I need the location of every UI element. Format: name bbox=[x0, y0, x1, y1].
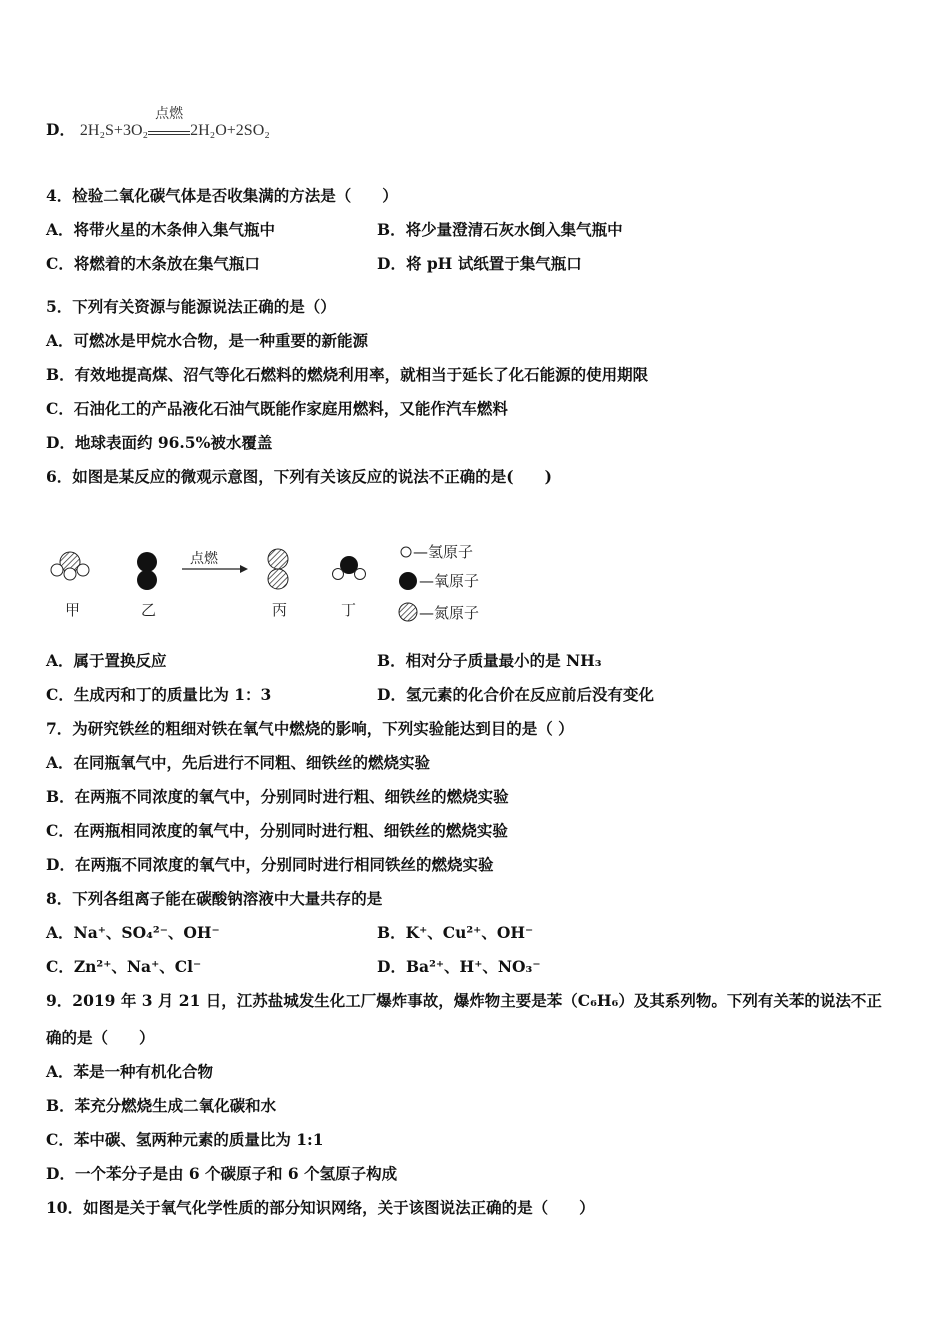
hydrogen-atom-icon bbox=[401, 547, 411, 557]
q9-option-d: D．一个苯分子是由 6 个碳原子和 6 个氢原子构成 bbox=[46, 1164, 398, 1183]
q4-option-c: C．将燃着的木条放在集气瓶口 bbox=[46, 254, 260, 273]
q4-stem: 4．检验二氧化碳气体是否收集满的方法是（ ） bbox=[46, 186, 398, 205]
reaction-condition bbox=[148, 106, 190, 135]
q9-stem-line2: 确的是（ ） bbox=[46, 1028, 155, 1047]
label-jia: 甲 bbox=[65, 601, 81, 619]
q9-option-b: B．苯充分燃烧生成二氧化碳和水 bbox=[46, 1096, 277, 1115]
nitrogen-atom-icon bbox=[399, 603, 417, 621]
q7-option-d: D．在两瓶不同浓度的氧气中，分别同时进行相同铁丝的燃烧实验 bbox=[46, 855, 494, 874]
q5-option-b: B．有效地提高煤、沼气等化石燃料的燃烧利用率，就相当于延长了化石能源的使用期限 bbox=[46, 365, 649, 384]
q8-option-a: A．Na⁺、SO₄²⁻、OH⁻ bbox=[46, 923, 220, 942]
q7-option-a: A．在同瓶氧气中，先后进行不同粗、细铁丝的燃烧实验 bbox=[46, 753, 431, 772]
label-bing: 丙 bbox=[272, 601, 288, 619]
q6-option-a: A．属于置换反应 bbox=[46, 651, 167, 670]
q4-option-d: D．将 pH 试纸置于集气瓶口 bbox=[377, 254, 582, 273]
q7-stem: 7．为研究铁丝的粗细对铁在氧气中燃烧的影响，下列实验能达到目的是（ ） bbox=[46, 719, 574, 738]
legend-hydrogen: —氢原子 bbox=[413, 543, 474, 561]
condition-text: 点燃 bbox=[155, 106, 184, 122]
equation-rhs: 2H₂O+2SO₂ bbox=[190, 122, 270, 139]
q6-option-d: D．氢元素的化合价在反应前后没有变化 bbox=[377, 685, 654, 704]
q5-option-a: A．可燃冰是甲烷水合物，是一种重要的新能源 bbox=[46, 331, 369, 350]
q4-option-b: B．将少量澄清石灰水倒入集气瓶中 bbox=[377, 220, 623, 239]
q8-option-d: D．Ba²⁺、H⁺、NO₃⁻ bbox=[377, 957, 541, 976]
q7-option-b: B．在两瓶不同浓度的氧气中，分别同时进行粗、细铁丝的燃烧实验 bbox=[46, 787, 509, 806]
q9-option-a: A．苯是一种有机化合物 bbox=[46, 1062, 214, 1081]
q4-option-a: A．将带火星的木条伸入集气瓶中 bbox=[46, 220, 276, 239]
q7-option-c: C．在两瓶相同浓度的氧气中，分别同时进行粗、细铁丝的燃烧实验 bbox=[46, 821, 508, 840]
q8-option-b: B．K⁺、Cu²⁺、OH⁻ bbox=[377, 923, 534, 942]
q8-stem: 8．下列各组离子能在碳酸钠溶液中大量共存的是 bbox=[46, 889, 383, 908]
arrow-condition: 点燃 bbox=[190, 551, 218, 567]
q6-stem: 6．如图是某反应的微观示意图，下列有关该反应的说法不正确的是( ) bbox=[46, 467, 552, 486]
q10-stem: 10．如图是关于氧气化学性质的部分知识网络，关于该图说法正确的是（ ） bbox=[46, 1198, 595, 1217]
oxygen-atom-icon bbox=[399, 572, 417, 590]
legend-oxygen: —氧原子 bbox=[419, 572, 480, 590]
q9-stem-line1: 9．2019 年 3 月 21 日，江苏盐城发生化工厂爆炸事故，爆炸物主要是苯（C₆H₆）及其系列物。下列有关苯的说法不正 bbox=[46, 991, 882, 1010]
label-ding: 丁 bbox=[341, 601, 357, 619]
legend-nitrogen: —氮原子 bbox=[419, 604, 480, 622]
diagram-legend bbox=[399, 543, 479, 622]
q6-option-b: B．相对分子质量最小的是 NH₃ bbox=[377, 651, 602, 670]
q5-stem: 5．下列有关资源与能源说法正确的是（） bbox=[46, 297, 336, 316]
equation-lhs: 2H₂S+3O₂ bbox=[79, 122, 149, 139]
equals-sign bbox=[148, 131, 190, 135]
q3-option-d bbox=[46, 106, 270, 140]
q8-option-c: C．Zn²⁺、Na⁺、Cl⁻ bbox=[46, 957, 202, 976]
molecule-bing-n2 bbox=[268, 549, 288, 589]
q5-option-c: C．石油化工的产品液化石油气既能作家庭用燃料，又能作汽车燃料 bbox=[46, 399, 508, 418]
label-yi: 乙 bbox=[141, 601, 157, 619]
q3-option-d-label: D． bbox=[46, 120, 75, 139]
q6-option-c: C．生成丙和丁的质量比为 1：3 bbox=[46, 685, 272, 704]
reaction-micro-diagram bbox=[40, 530, 560, 630]
molecule-ding-h2o bbox=[333, 556, 366, 580]
q5-option-d: D．地球表面约 96.5%被水覆盖 bbox=[46, 433, 273, 452]
molecule-jia-nh3 bbox=[51, 552, 89, 580]
q9-option-c: C．苯中碳、氢两种元素的质量比为 1:1 bbox=[46, 1130, 324, 1149]
molecule-yi-o2 bbox=[137, 552, 157, 590]
